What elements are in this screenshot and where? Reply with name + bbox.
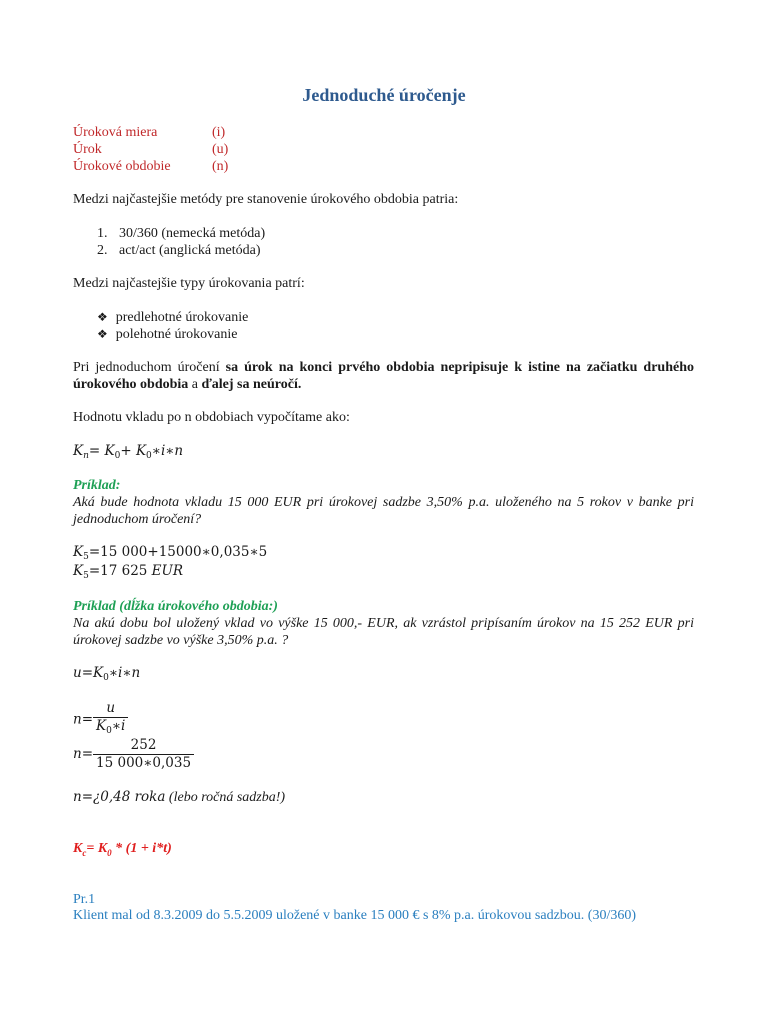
example-2-text: Na akú dobu bol uložený vklad vo výške 15 000,- EUR, ak vzrástol pripísaním úrokov na 15 252 EUR pri úrokovej sadzbe vo výške 3,50% p.a. ? xyxy=(73,616,694,648)
fraction-numerator: u xyxy=(106,700,116,716)
definition-symbol-period: (n) xyxy=(212,159,229,174)
fraction xyxy=(93,700,128,740)
interest-formula xyxy=(73,665,140,687)
formula-part: EUR xyxy=(151,563,184,579)
formula-part: K xyxy=(104,443,115,459)
example-2-label: Príklad (dĺžka úrokového obdobia:) xyxy=(73,599,278,614)
type-list-item xyxy=(97,309,248,326)
problem-1-label: Pr.1 xyxy=(73,892,96,907)
formula-part: K xyxy=(73,563,84,579)
formula-sub: 5 xyxy=(83,571,89,581)
main-formula xyxy=(73,443,183,465)
definition-symbol-rate: (i) xyxy=(212,125,226,140)
formula-sub: 0 xyxy=(114,451,121,461)
paragraph-text: Pri jednoduchom úročení xyxy=(73,360,226,375)
period-calculation xyxy=(73,737,194,772)
definition-symbol-interest: (u) xyxy=(212,142,229,157)
fraction-numerator: 252 xyxy=(130,737,157,753)
formula-part: = K xyxy=(86,841,108,856)
fraction-denominator: 15 000∗0,035 xyxy=(93,754,194,772)
formula-part: K xyxy=(73,841,83,856)
formula-part: =17 625 xyxy=(88,563,152,579)
method-item: 30/360 (nemecká metóda) xyxy=(119,226,266,241)
formula-part: K xyxy=(96,718,107,734)
diamond-bullet-icon: ❖ xyxy=(97,310,108,324)
method-item: act/act (anglická metóda) xyxy=(119,243,261,258)
types-intro: Medzi najčastejšie typy úrokovania patrí: xyxy=(73,276,305,291)
method-number: 1. xyxy=(97,226,108,241)
example-1-result-line xyxy=(73,563,183,585)
formula-part: n= xyxy=(73,789,94,805)
formula-sub: 0 xyxy=(107,847,112,858)
period-result xyxy=(73,789,285,806)
formula-sub: 0 xyxy=(146,451,152,461)
example-1-label: Príklad: xyxy=(73,478,121,493)
formula-sub: 5 xyxy=(83,552,89,562)
problem-1-text: Klient mal od 8.3.2009 do 5.5.2009 uložené v banke 15 000 € s 8% p.a. úrokovou sadzbou. (30/360) xyxy=(73,908,637,923)
formula-part: K xyxy=(135,443,147,459)
methods-intro: Medzi najčastejšie metódy pre stanovenie úrokového obdobia patria: xyxy=(73,192,459,207)
formula-part: K xyxy=(73,443,84,459)
definition-term-rate: Úroková miera xyxy=(73,125,158,140)
formula-sub: n xyxy=(83,451,89,461)
diamond-bullet-icon: ❖ xyxy=(97,327,108,341)
compound-formula xyxy=(73,840,172,862)
method-number: 2. xyxy=(97,243,108,258)
formula-part: * (1 + i*t) xyxy=(111,841,172,856)
value-intro: Hodnotu vkladu po n obdobiach vypočítame ako: xyxy=(73,410,350,425)
formula-part: K xyxy=(73,544,84,560)
formula-part: = xyxy=(88,443,101,459)
type-list-item xyxy=(97,326,237,343)
formula-part: u=K xyxy=(73,665,104,681)
type-label: polehotné úrokovanie xyxy=(115,327,238,342)
definition-term-period: Úrokové obdobie xyxy=(73,159,171,174)
formula-note: (lebo ročná sadzba!) xyxy=(165,790,286,805)
formula-part: ∗i∗n xyxy=(151,443,184,459)
formula-part: + xyxy=(120,443,132,459)
type-label: predlehotné úrokovanie xyxy=(115,310,249,325)
paragraph-text: a xyxy=(188,377,202,392)
formula-part: ∗i∗n xyxy=(108,665,141,681)
paragraph-bold-text: sa úrok na konci prvého obdobia nepripisuje k istine na začiatku druhého úrokového obdobia xyxy=(73,360,694,392)
fraction xyxy=(93,737,194,772)
simple-interest-paragraph xyxy=(73,359,694,393)
formula-part: =15 000+15000∗0,035∗5 xyxy=(88,544,268,560)
paragraph-bold-text: ďalej sa neúročí. xyxy=(201,377,302,392)
period-formula xyxy=(73,700,128,740)
definition-term-interest: Úrok xyxy=(73,142,102,157)
formula-part: n= xyxy=(73,746,94,762)
page-title: Jednoduché úročenje xyxy=(302,85,466,105)
formula-part: ∗i xyxy=(111,718,126,734)
example-1-text: Aká bude hodnota vkladu 15 000 EUR pri úrokovej sadzbe 3,50% p.a. uloženého na 5 rokov v banke pri jednoduchom úročení? xyxy=(73,495,694,527)
formula-part: n= xyxy=(73,711,94,728)
formula-sub: 0 xyxy=(103,673,109,683)
formula-sub: c xyxy=(82,847,87,858)
formula-sub: 0 xyxy=(106,726,112,736)
formula-part: ¿0,48 roka xyxy=(93,789,166,805)
